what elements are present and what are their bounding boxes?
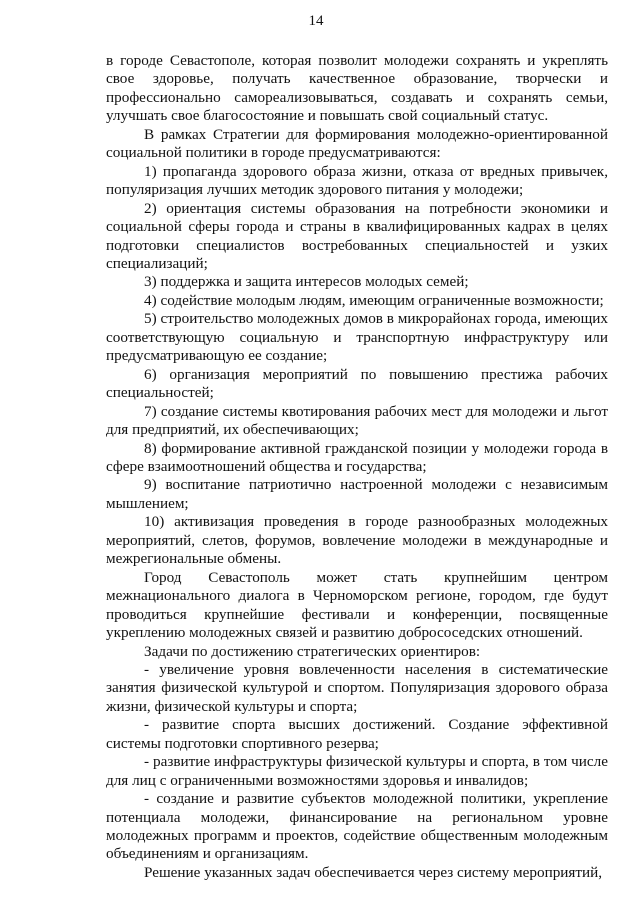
task-item-3: - развитие инфраструктуры физической культуры и спорта, в том числе для лиц с ограниченными возможностями здоровья и инвалидов;	[106, 753, 608, 789]
paragraph-tasks-heading: Задачи по достижению стратегических ориентиров:	[144, 642, 481, 660]
document-body	[106, 52, 608, 882]
list-item-3: 3) поддержка и защита интересов молодых семей;	[144, 273, 469, 291]
list-item-2: 2) ориентация системы образования на потребности экономики и социальной сферы города и страны в квалифицированных кадрах в целях подготовки специалистов востребованных специальностей и узких специализаций;	[106, 199, 608, 272]
paragraph-intro-continuation: в городе Севастополе, которая позволит молодежи сохранять и укреплять свое здоровье, получать качественное образование, творчески и профессионально самореализовываться, создавать и сохранять семьи, улучшать свое благосостояние и повышать свой социальный статус.	[106, 52, 608, 125]
task-item-4: - создание и развитие субъектов молодежной политики, укрепление потенциала молодежи, финансирование на региональном уровне молодежных программ и проектов, содействие общественным молодежным объединениям и организациям.	[106, 790, 608, 863]
list-item-7: 7) создание системы квотирования рабочих мест для молодежи и льгот для предприятий, их обеспечивающих;	[106, 402, 608, 439]
paragraph-sevastopol-dialogue: Город Севастополь может стать крупнейшим центром межнационального диалога в Черноморском регионе, городом, где будут проводиться крупнейшие фестивали и конференции, посвященные укреплению молодежных связей и развитию добрососедских отношений.	[106, 568, 608, 642]
list-item-1: 1) пропаганда здорового образа жизни, отказа от вредных привычек, популяризация лучших методик здорового питания у молодежи;	[106, 162, 608, 199]
list-item-10: 10) активизация проведения в городе разнообразных молодежных мероприятий, слетов, форумов, вовлечение молодежи в международные и межрегиональные обмены.	[106, 513, 608, 568]
list-item-9: 9) воспитание патриотично настроенной молодежи с независимым мышлением;	[106, 476, 608, 512]
paragraph-solution: Решение указанных задач обеспечивается через систему мероприятий,	[144, 863, 603, 881]
list-item-4: 4) содействие молодым людям, имеющим ограниченные возможности;	[144, 291, 604, 309]
list-item-6: 6) организация мероприятий по повышению престижа рабочих специальностей;	[106, 365, 608, 402]
task-item-1: - увеличение уровня вовлеченности населения в систематические занятия физической культурой и спортом. Популяризация здорового образа жизни, физической культуры и спорта;	[106, 660, 608, 715]
list-item-5: 5) строительство молодежных домов в микрорайонах города, имеющих соответствующую социальную и транспортную инфраструктуру или предусматривающую ее создание;	[106, 310, 608, 365]
paragraph-strategy-intro: В рамках Стратегии для формирования молодежно-ориентированной социальной политики в городе предусматриваются:	[106, 125, 608, 162]
page-number: 14	[308, 13, 324, 29]
task-item-2: - развитие спорта высших достижений. Создание эффективной системы подготовки спортивного резерва;	[106, 716, 608, 752]
list-item-8: 8) формирование активной гражданской позиции у молодежи города в сфере взаимоотношений общества и государства;	[106, 439, 608, 475]
